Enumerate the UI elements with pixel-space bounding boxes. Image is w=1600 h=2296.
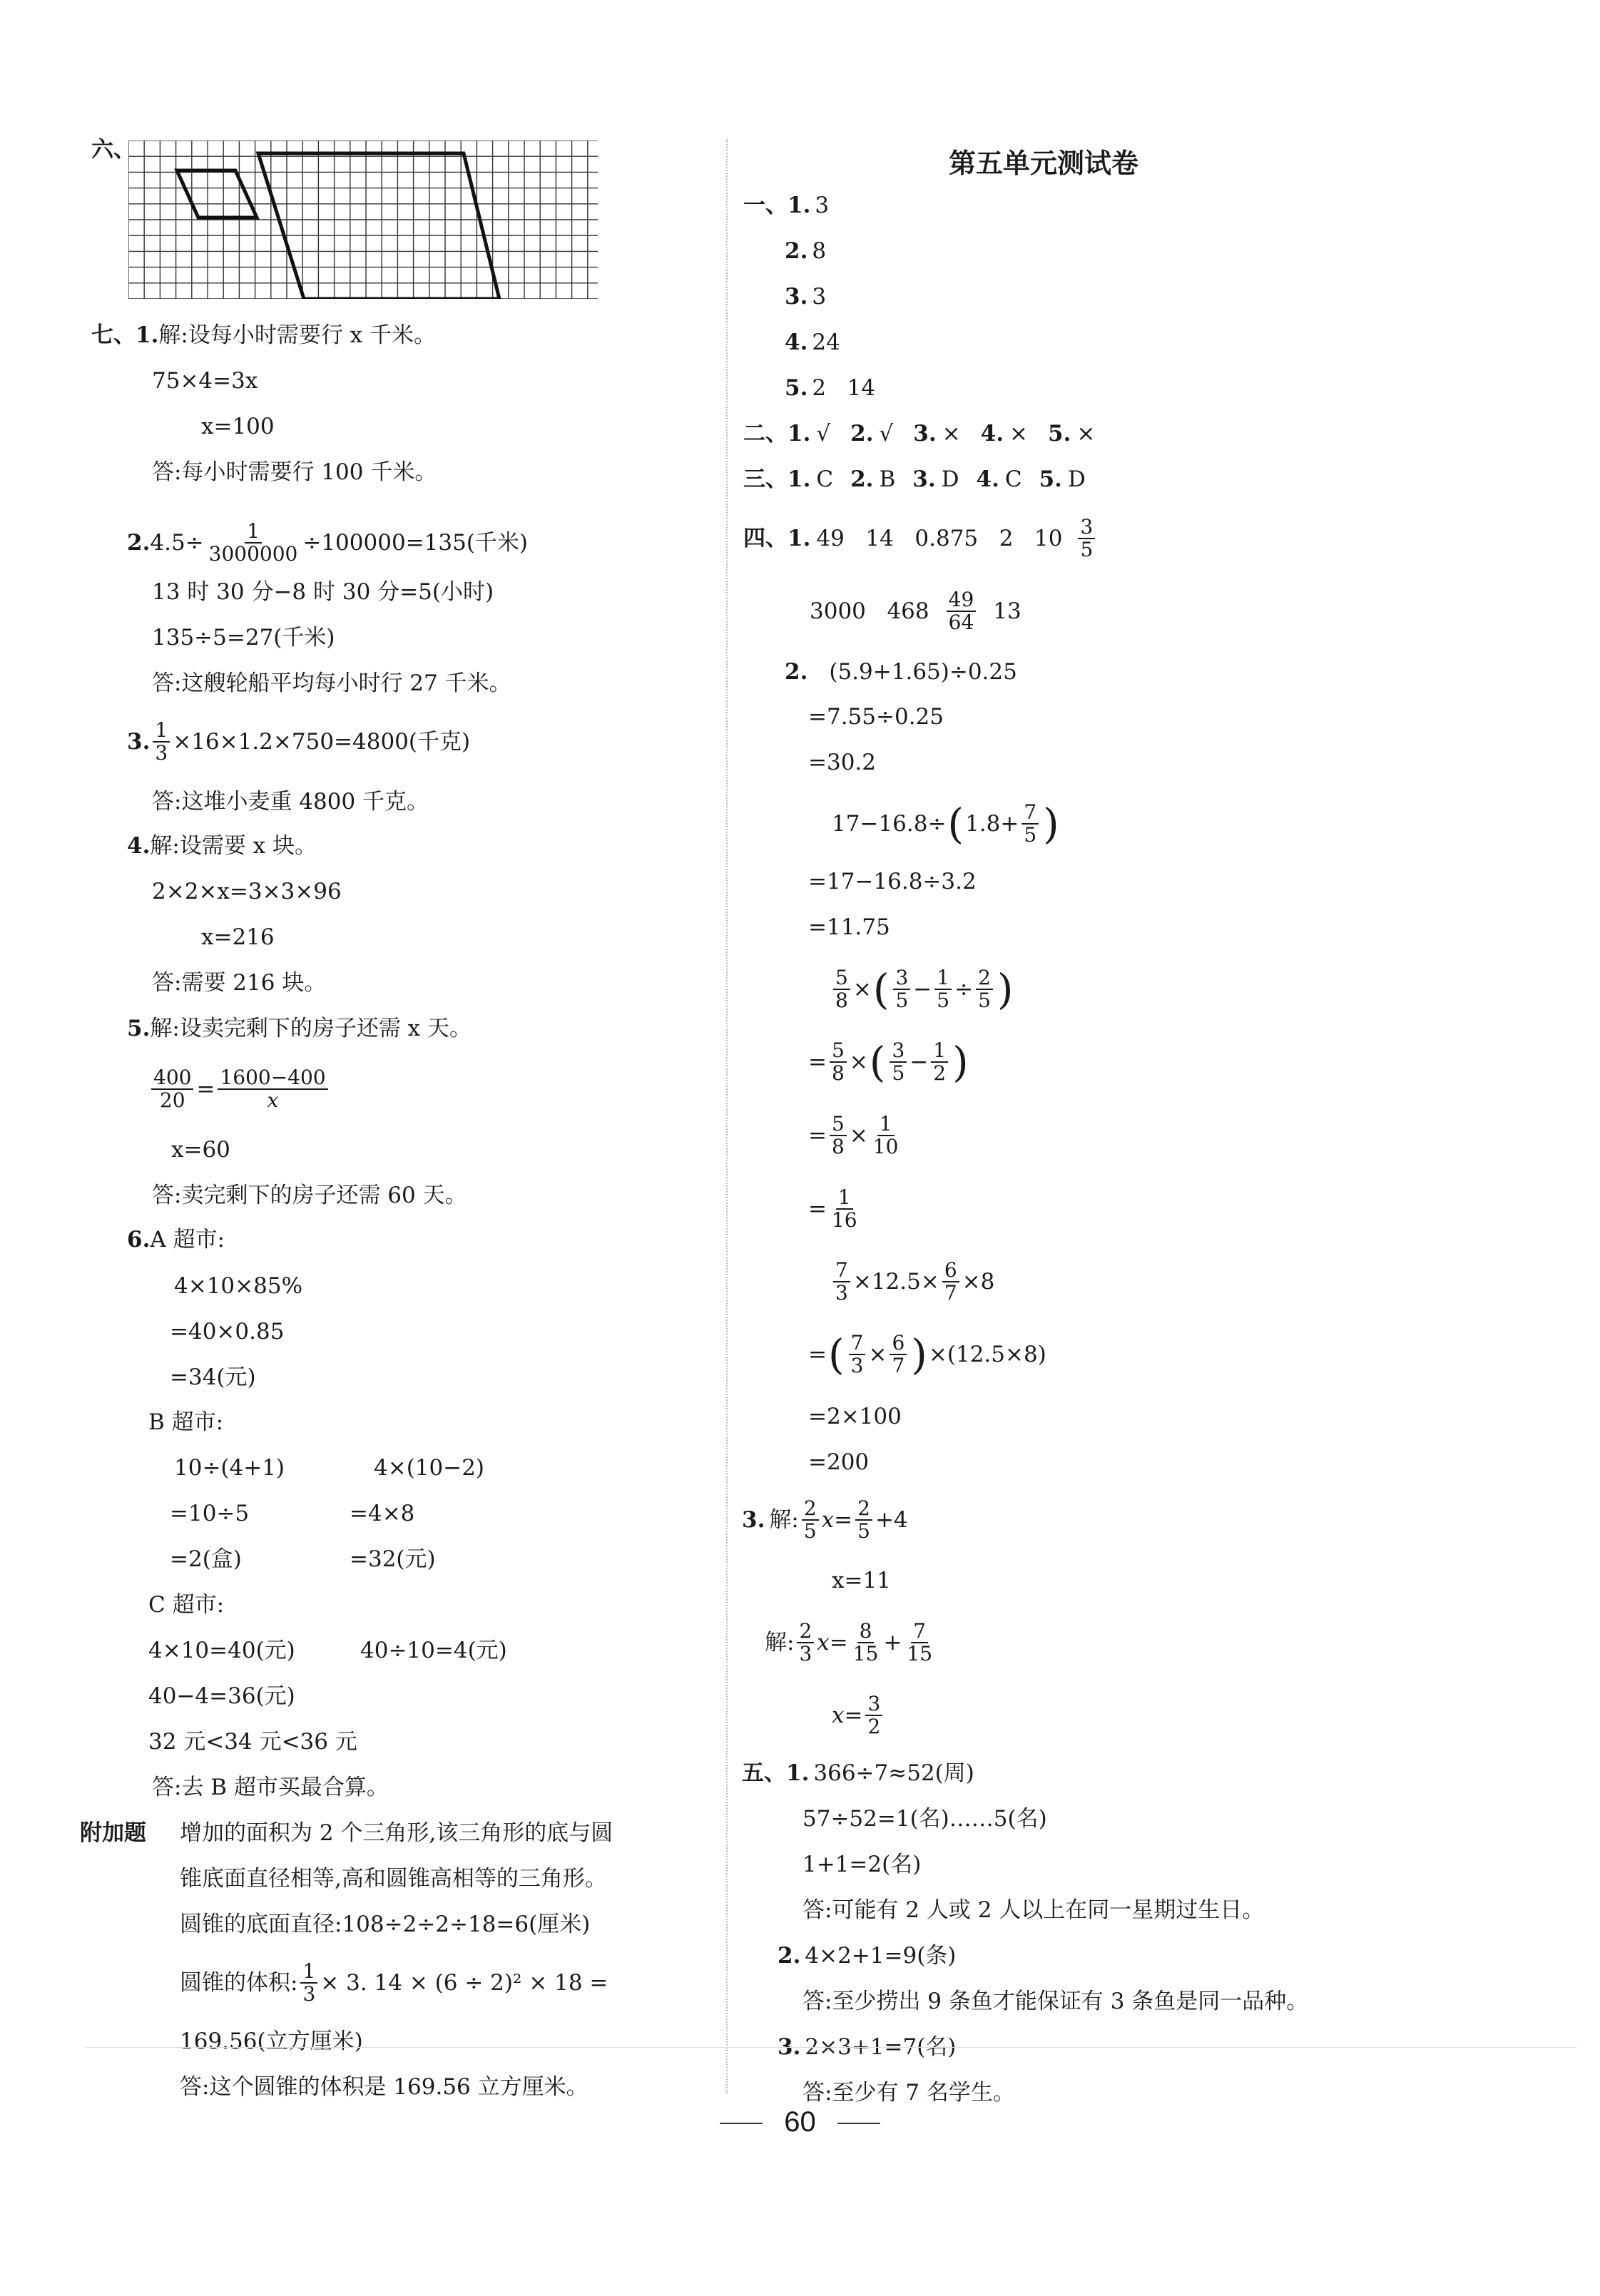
part-two: 二、 1. √ 2. √ 3. × 4. × 5. ×: [743, 421, 1096, 447]
text: =2×100: [808, 1404, 902, 1429]
op: ×: [852, 976, 872, 1002]
paren: (: [947, 800, 964, 848]
column-divider: [726, 139, 728, 2093]
fraction: $\frac{1600-400}{x}$: [218, 1067, 327, 1111]
unit-test-title: 第五单元测试卷: [949, 148, 1139, 179]
answer: 答:这艘轮船平均每小时行 27 千米。: [152, 670, 511, 696]
answer: 答:至少有 7 名学生。: [802, 2080, 1015, 2106]
footer-rule: [86, 2047, 1576, 2048]
q-label: 1.: [788, 193, 811, 218]
text: 13: [993, 598, 1021, 624]
text: =40×0.85: [170, 1319, 285, 1345]
text: 2×2×x=3×3×96: [152, 879, 342, 904]
op: =: [808, 1123, 827, 1148]
text: =34(元): [170, 1364, 256, 1390]
text: 3000 468: [810, 598, 929, 624]
text: x=11: [832, 1568, 891, 1593]
text: 135÷5=27(千米): [152, 625, 335, 650]
fraction: $\frac{7}{3}$: [833, 1260, 850, 1304]
text: 1+1=2(名): [802, 1852, 922, 1877]
part-three: 三、 1. C 2. B 3. D 4. C 5. D: [743, 466, 1086, 492]
q-label: 3.: [742, 1507, 765, 1533]
paren: ): [997, 965, 1014, 1014]
text: × 3. 14 × (6 ÷ 2)² × 18 =: [320, 1970, 608, 1996]
part-label: 五、: [742, 1760, 786, 1786]
text: 4.5÷: [150, 530, 204, 556]
small-parallelogram: [177, 170, 257, 218]
text: x=100: [201, 414, 275, 439]
op: =: [808, 1342, 827, 1367]
text: ×8: [962, 1269, 995, 1295]
text: ×16×1.2×750=4800(千克): [173, 729, 471, 755]
text: 1.8+: [965, 811, 1019, 837]
fraction: $\frac{1}{2}$: [931, 1040, 948, 1084]
equals: =: [196, 1076, 215, 1102]
text: (5.9+1.65)÷0.25: [829, 659, 1017, 685]
q-label: 1.: [788, 526, 811, 551]
q-label: 2.: [778, 1943, 801, 1969]
text: 4×(10−2): [374, 1455, 485, 1481]
op: −: [909, 1049, 929, 1075]
op: ×: [849, 1049, 868, 1075]
text: 24: [812, 330, 840, 355]
op: =: [808, 1196, 827, 1222]
fraction: $\frac{6}{7}$: [890, 1332, 907, 1377]
text: =11.75: [808, 914, 890, 940]
fraction: $\frac{7}{15}$: [907, 1619, 933, 1665]
text: ×12.5×: [852, 1269, 939, 1295]
text: 4×10=40(元): [148, 1638, 295, 1663]
text: 圆锥的体积:: [180, 1970, 298, 1996]
fraction: $\frac{6}{7}$: [942, 1260, 959, 1304]
fraction: $\frac{2}{5}$: [976, 967, 993, 1011]
q-label: 6.: [127, 1227, 151, 1252]
text: 解:设每小时需要行 x 千米。: [158, 322, 437, 348]
paren: ): [1043, 800, 1059, 848]
text: 40−4=36(元): [148, 1683, 295, 1709]
text: =200: [808, 1449, 870, 1475]
fraction: $\frac{5}{8}$: [830, 1113, 847, 1158]
fraction: $\frac{7}{3}$: [849, 1332, 866, 1377]
fraction: $\frac{2}{5}$: [855, 1498, 872, 1542]
text: 3: [812, 284, 827, 310]
text: ÷100000=135(千米): [302, 530, 529, 556]
text: 4×2+1=9(条): [805, 1943, 957, 1969]
answer: 答:去 B 超市买最合算。: [152, 1775, 389, 1800]
extra-label: 附加题: [80, 1820, 146, 1846]
text: 解:: [769, 1507, 799, 1533]
fraction: $\frac{5}{8}$: [830, 1040, 847, 1084]
q-label: 4.: [127, 833, 151, 859]
fraction: $\frac{3}{5}$: [893, 967, 910, 1011]
fraction: $\frac{7}{5}$: [1021, 802, 1039, 846]
fraction: $\frac{1}{5}$: [934, 967, 952, 1011]
text: ×(12.5×8): [928, 1342, 1046, 1367]
text: 3: [815, 193, 830, 218]
large-parallelogram: [258, 153, 499, 299]
text: 75×4=3x: [152, 368, 258, 394]
fraction: $\frac{2}{5}$: [802, 1498, 819, 1542]
text: 13 时 30 分−8 时 30 分=5(小时): [152, 579, 494, 605]
text: 49 14 0.875 2 10: [816, 526, 1063, 551]
fraction: $\frac{1}{3}$: [153, 720, 170, 764]
text: 2 14: [812, 375, 876, 401]
paren: (: [872, 965, 890, 1014]
fraction: $\frac{8}{15}$: [852, 1619, 879, 1665]
op: +: [883, 1630, 902, 1655]
text: 解:设需要 x 块。: [150, 833, 317, 859]
part-label: 一、: [743, 193, 788, 218]
op: =: [808, 1049, 827, 1075]
answer: 答:至少捞出 9 条鱼才能保证有 3 条鱼是同一品种。: [802, 1989, 1309, 2014]
paren: (: [869, 1038, 886, 1086]
answer: 答:这个圆锥的体积是 169.56 立方厘米。: [180, 2074, 588, 2100]
text: 4×10×85%: [174, 1273, 303, 1299]
fraction: $\frac{1}{16}$: [831, 1185, 857, 1232]
q-label: 2.: [785, 659, 808, 685]
fraction: $\frac{2}{3}$: [797, 1621, 814, 1665]
text: 57÷52=1(名)……5(名): [802, 1806, 1047, 1832]
q-label: 3.: [785, 284, 808, 310]
op: ×: [849, 1123, 868, 1148]
fraction: $\frac{1}{3}$: [300, 1961, 317, 2005]
text: 17−16.8÷: [832, 811, 947, 837]
text: =4×8: [350, 1501, 415, 1526]
q-label: 七、1.: [91, 322, 159, 348]
fraction: $\frac{3}{2}$: [865, 1693, 882, 1738]
text: C 超市:: [148, 1592, 225, 1618]
fraction: $\frac{5}{8}$: [833, 967, 850, 1011]
text: A 超市:: [150, 1227, 225, 1252]
answer: 答:卖完剩下的房子还需 60 天。: [152, 1183, 467, 1208]
text: =2(盒): [170, 1546, 242, 1572]
text: 40÷10=4(元): [360, 1638, 507, 1663]
q-label: 3.: [778, 2034, 801, 2060]
text: =7.55÷0.25: [808, 704, 944, 730]
text: 366÷7≈52(周): [813, 1760, 974, 1786]
paren: (: [827, 1330, 845, 1379]
text: B 超市:: [148, 1409, 224, 1435]
text: =32(元): [350, 1546, 436, 1572]
op: ÷: [954, 976, 974, 1002]
fraction: $\frac{3}{5}$: [890, 1040, 907, 1084]
q-label: 3.: [127, 729, 151, 755]
text: 解:设卖完剩下的房子还需 x 天。: [150, 1016, 472, 1041]
q-label: 2.: [785, 238, 808, 264]
text: 圆锥的底面直径:108÷2÷2÷18=6(厘米): [180, 1912, 591, 1937]
op: ×: [868, 1342, 887, 1367]
paren: ): [911, 1330, 927, 1379]
text: 169.56(立方厘米): [180, 2029, 363, 2054]
text: 8: [812, 238, 827, 264]
q-label: 4.: [785, 330, 808, 355]
grid-figure: [128, 141, 598, 299]
answer: 答:需要 216 块。: [152, 970, 327, 996]
answer: 答:这堆小麦重 4800 千克。: [152, 789, 429, 815]
section-six-label: 六、: [91, 137, 136, 163]
text: =30.2: [808, 750, 876, 775]
fraction: $\frac{3}{5}$: [1078, 516, 1095, 561]
q-label: 5.: [785, 375, 808, 401]
text: 解:: [765, 1630, 795, 1655]
q-label: 5.: [127, 1016, 151, 1041]
page-number: 60: [0, 2106, 1600, 2138]
text: +4: [875, 1507, 908, 1533]
answer: 答:每小时需要行 100 千米。: [152, 459, 437, 485]
fraction: $\frac{400}{20}$: [151, 1067, 193, 1111]
text: =17−16.8÷3.2: [808, 869, 977, 894]
fraction: $\frac{49}{64}$: [947, 589, 977, 633]
q-label: 2.: [127, 530, 151, 556]
text: 增加的面积为 2 个三角形,该三角形的底与圆: [180, 1820, 613, 1846]
text: x=60: [171, 1137, 230, 1163]
q-label: 1.: [786, 1760, 810, 1786]
answer: 答:可能有 2 人或 2 人以上在同一星期过生日。: [802, 1897, 1265, 1923]
text: =10÷5: [170, 1501, 250, 1526]
text: 10÷(4+1): [174, 1455, 285, 1481]
op: −: [913, 976, 932, 1002]
text: 32 元<34 元<36 元: [148, 1729, 357, 1755]
text: x=: [832, 1703, 863, 1728]
fraction: $\frac{1}{10}$: [872, 1112, 899, 1158]
text: 2×3+1=7(名): [805, 2034, 957, 2060]
part-label: 四、: [743, 526, 788, 551]
text: x=: [817, 1630, 848, 1655]
fraction: $\frac{1}{3000000}$: [208, 519, 298, 566]
text: 锥底面直径相等,高和圆锥高相等的三角形。: [180, 1866, 607, 1892]
text: x=: [821, 1507, 853, 1533]
paren: ): [952, 1038, 969, 1086]
text: x=216: [201, 924, 275, 950]
